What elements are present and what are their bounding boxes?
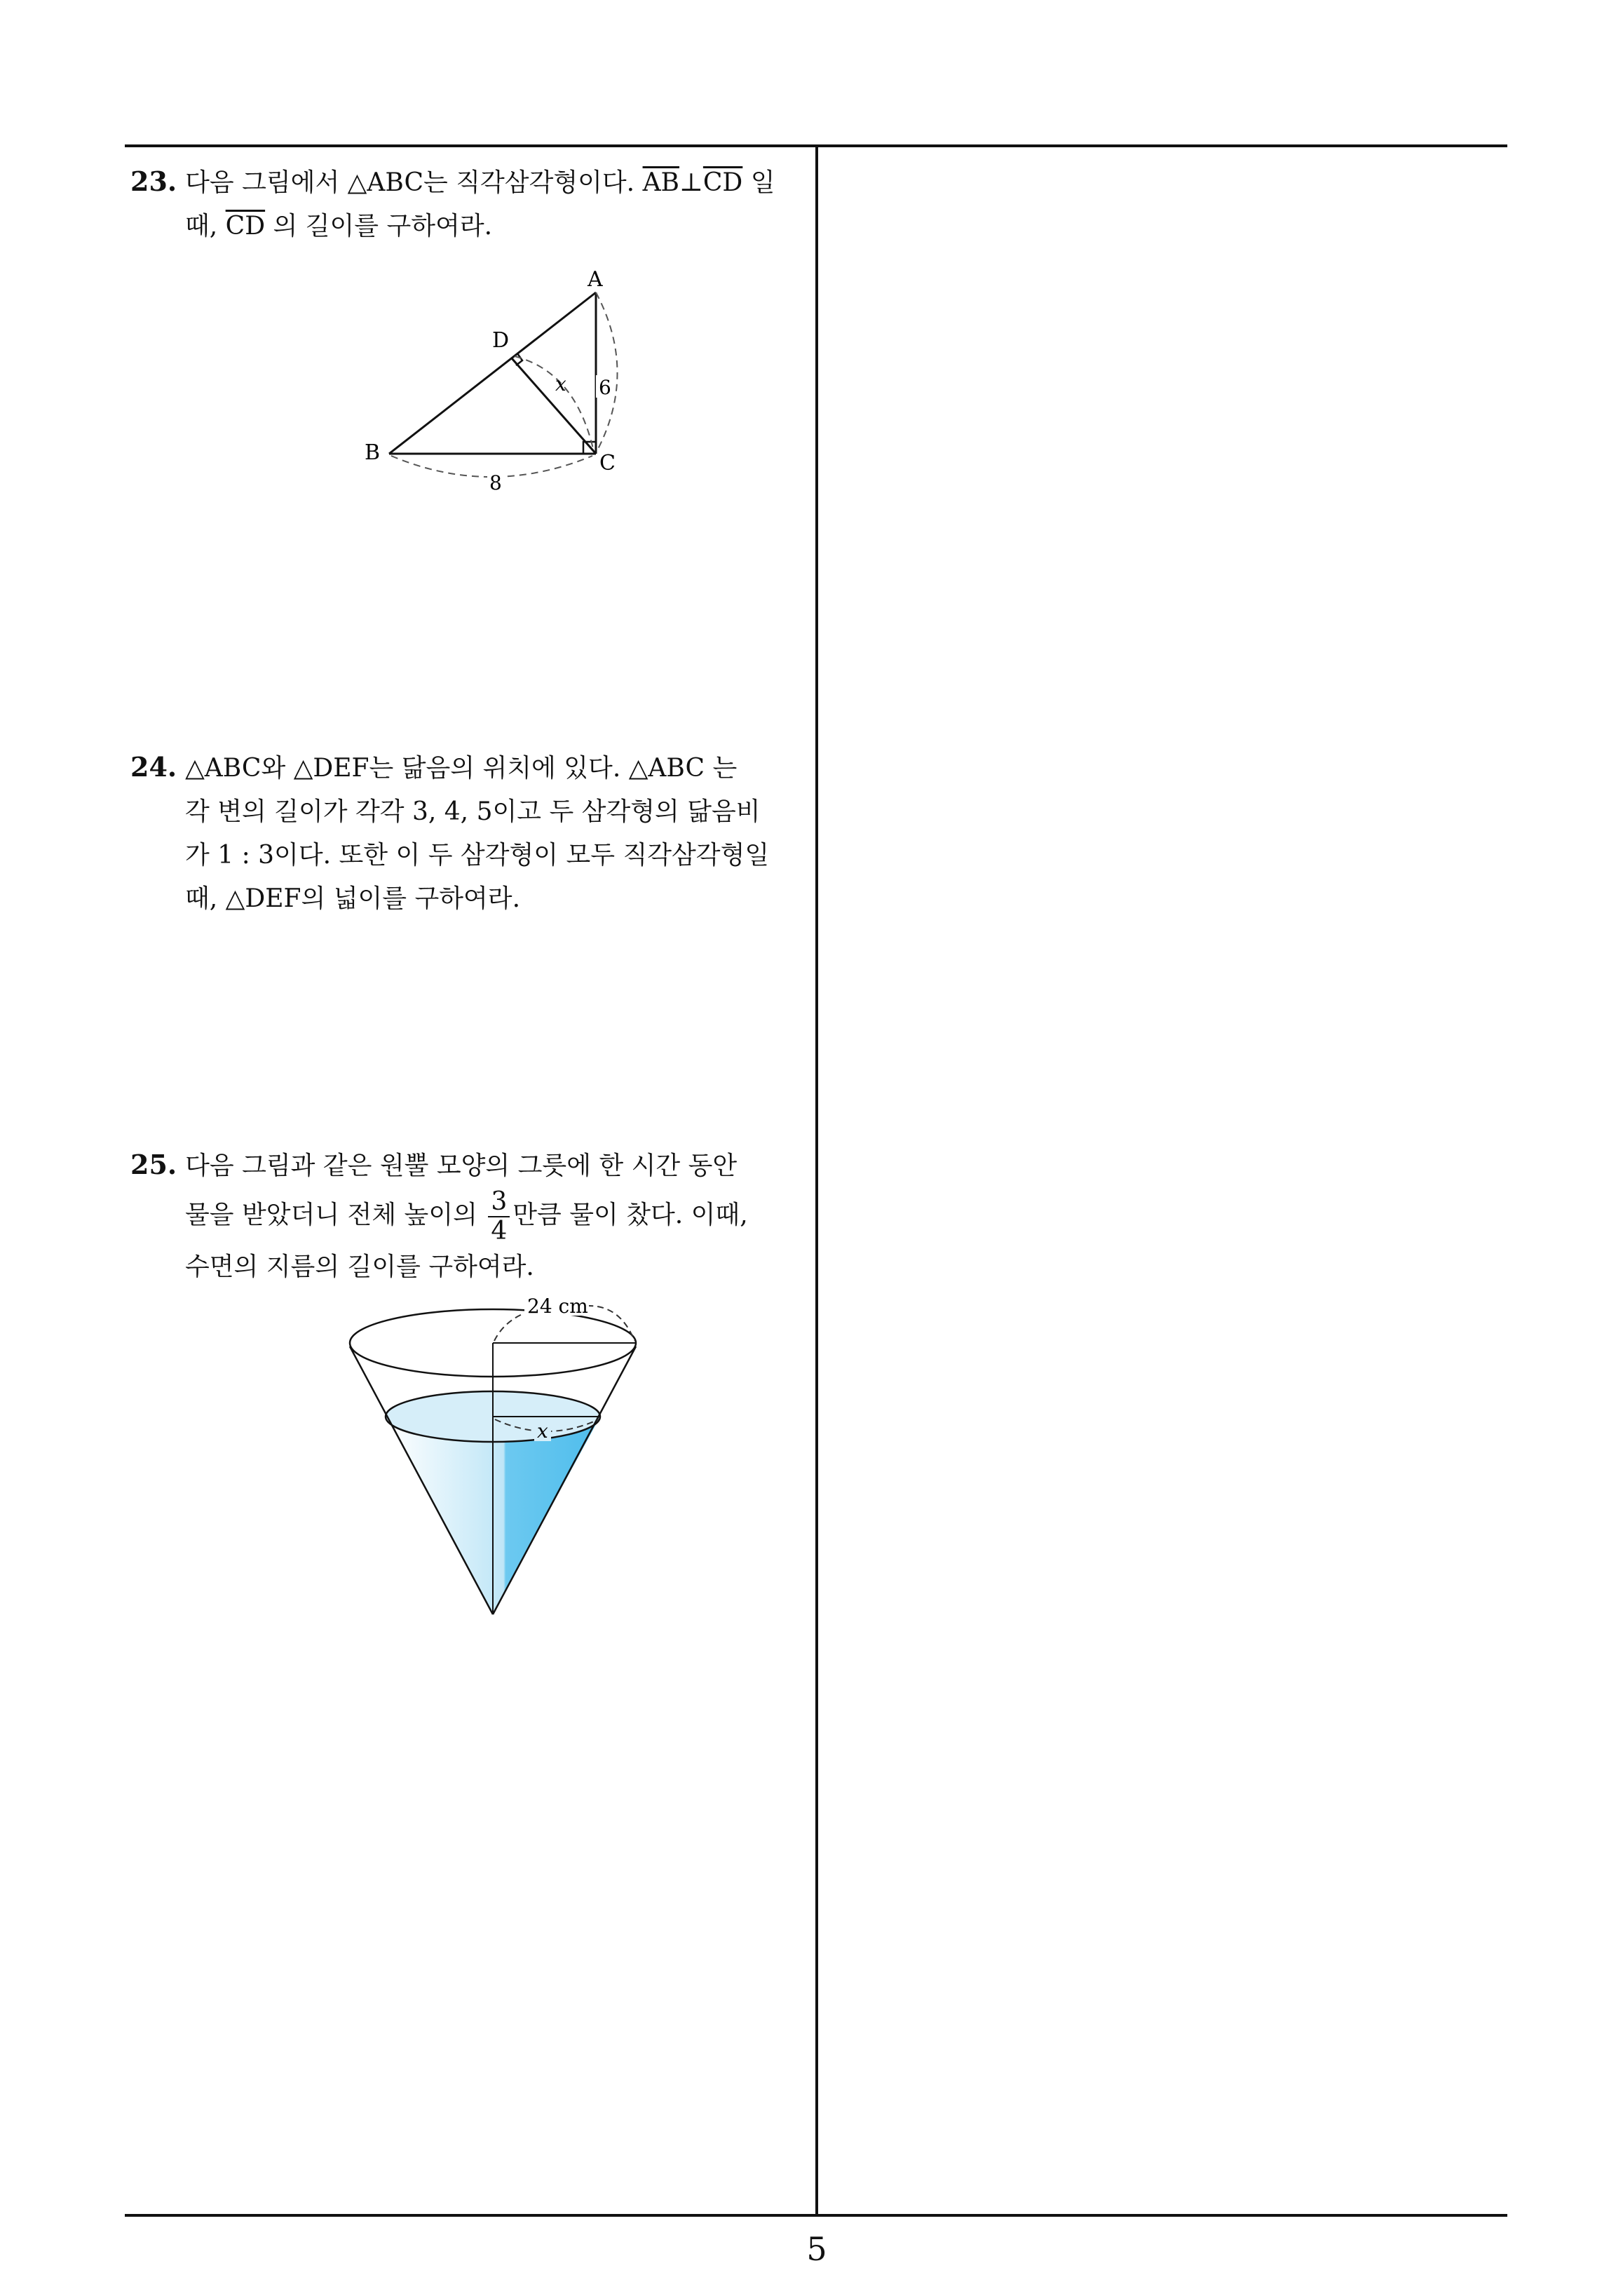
- problem-number: 25.: [130, 1149, 177, 1180]
- problem-25: [130, 1143, 803, 1289]
- fraction-numerator: 3: [488, 1188, 510, 1217]
- problem-text: 다음 그림과 같은 원뿔 모양의 그릇에 한 시간 동안: [185, 1152, 738, 1180]
- cone-figure: [337, 1290, 659, 1627]
- problem-25-line-2: [130, 1188, 803, 1245]
- page-number: 5: [806, 2230, 827, 2268]
- problem-23: [130, 160, 803, 248]
- triangle-figure: [351, 266, 645, 498]
- label-x: x: [537, 1419, 548, 1443]
- problem-text: 때,: [185, 212, 226, 241]
- fraction-denominator: 4: [491, 1217, 508, 1245]
- problem-24-line-2: 각 변의 길이가 각각 3, 4, 5이고 두 삼각형의 닮음비: [185, 797, 761, 826]
- problem-text: 다음 그림에서 △ABC는 직각삼각형이다.: [185, 168, 643, 197]
- problem-24-line-1: [130, 745, 803, 790]
- problem-24-line-3: 가 1 : 3이다. 또한 이 두 삼각형이 모두 직각삼각형일: [185, 841, 770, 870]
- problem-24-line-4: 때, △DEF의 넓이를 구하여라.: [185, 884, 521, 913]
- fraction: [488, 1188, 510, 1245]
- length-label-bc: 8: [489, 471, 502, 494]
- problem-24: [130, 745, 803, 921]
- problem-number: 24.: [130, 751, 177, 783]
- vertex-label-d: D: [492, 328, 510, 353]
- problem-text: 의 길이를 구하여라.: [265, 212, 493, 241]
- length-label-ac: 6: [599, 376, 611, 399]
- problem-text: 만큼 물이 찼다. 이때,: [512, 1201, 748, 1229]
- column-divider: [815, 144, 818, 2217]
- problem-25-line-1: [130, 1143, 803, 1188]
- vertex-label-b: B: [365, 440, 381, 465]
- segment-cd-line: [512, 358, 596, 454]
- arc-cd: [515, 356, 593, 449]
- problem-23-line-2: [130, 205, 803, 248]
- problem-23-line-1: [130, 160, 803, 205]
- bottom-rule: [125, 2214, 1507, 2217]
- label-24cm: 24 cm: [527, 1295, 588, 1318]
- length-label-x: x: [555, 372, 566, 396]
- problem-25-line-3: 수면의 지름의 길이를 구하여라.: [185, 1252, 534, 1281]
- arc-ac: [596, 292, 618, 450]
- problem-text: △ABC와 △DEF는 닮음의 위치에 있다. △ABC 는: [185, 754, 738, 783]
- segment-cd: $\overline{CD}$: [225, 212, 266, 241]
- vertex-label-a: A: [588, 267, 603, 292]
- segment-ab: $\overline{AB}$: [642, 168, 680, 197]
- segment-cd: $\overline{CD}$: [702, 168, 743, 197]
- problem-text: 물을 받았더니 전체 높이의: [185, 1201, 486, 1229]
- perpendicular-symbol: ⊥: [679, 168, 703, 197]
- vertex-label-c: C: [599, 451, 616, 475]
- problem-text: 일: [742, 168, 775, 197]
- problem-number: 23.: [130, 166, 177, 197]
